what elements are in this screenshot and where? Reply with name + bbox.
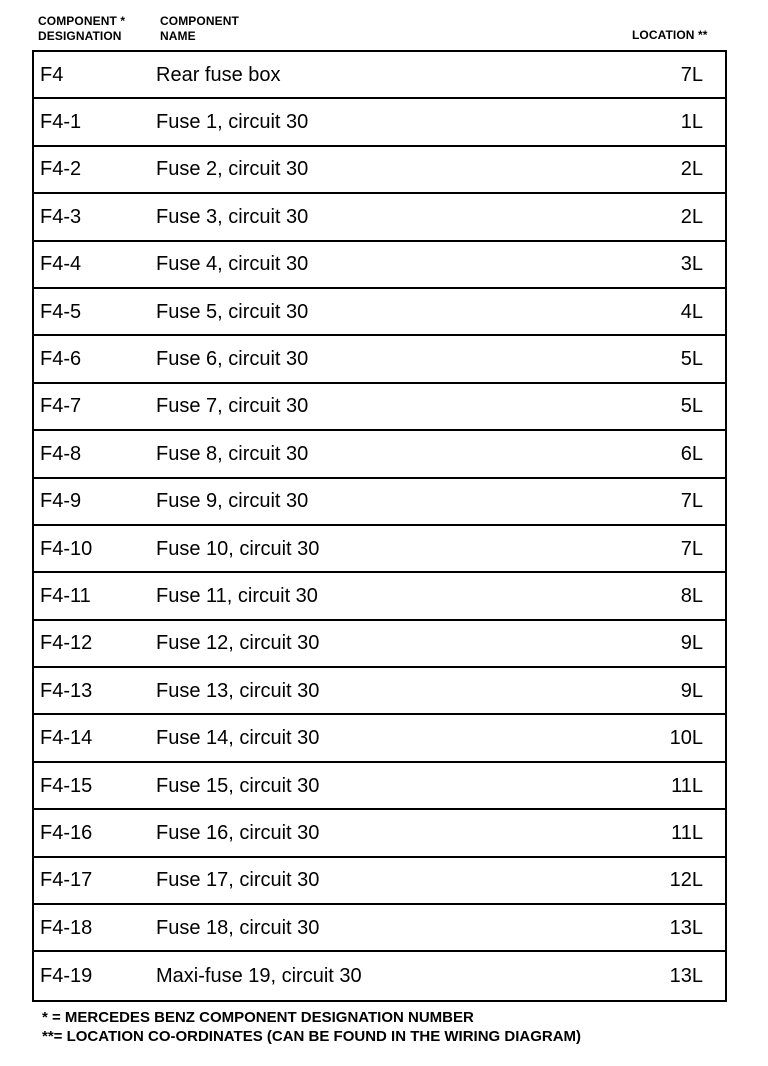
table-row [34,52,725,99]
component-location: 13L [669,965,703,988]
component-designation: F4-11 [40,584,91,607]
component-location: 6L [680,442,703,465]
component-designation: F4-16 [40,821,93,844]
footnote-location: **= LOCATION CO-ORDINATES (CAN BE FOUND IN THE WIRING DIAGRAM) [42,1028,582,1045]
component-location: 9L [680,679,703,702]
component-location: 4L [680,300,703,323]
component-name: Fuse 8, circuit 30 [156,442,309,465]
component-designation: F4-17 [40,869,93,892]
component-location: 9L [680,632,703,655]
column-header-designation [38,14,158,44]
table-row [34,242,725,289]
table-row [34,621,725,668]
table-row [34,952,725,999]
component-table [32,50,727,1002]
component-designation: F4-4 [40,253,82,276]
column-header-name-line2: NAME [160,29,196,43]
component-location: 2L [680,158,703,181]
component-name: Rear fuse box [156,63,281,86]
component-designation: F4-14 [40,727,93,750]
table-row [34,905,725,952]
table-row [34,573,725,620]
component-designation: F4 [40,63,64,86]
component-name: Fuse 16, circuit 30 [156,821,320,844]
component-designation: F4-1 [40,111,82,134]
component-name: Fuse 13, circuit 30 [156,679,320,702]
component-name: Fuse 10, circuit 30 [156,537,320,560]
column-header-designation-line2: DESIGNATION [38,29,122,43]
component-designation: F4-5 [40,300,82,323]
component-designation: F4-2 [40,158,82,181]
component-location: 2L [680,205,703,228]
column-header-location [632,28,742,43]
component-name: Fuse 4, circuit 30 [156,253,309,276]
component-name: Fuse 14, circuit 30 [156,727,320,750]
table-row [34,810,725,857]
component-designation: F4-8 [40,442,82,465]
component-location: 8L [680,584,703,607]
table-row [34,431,725,478]
component-designation: F4-10 [40,537,93,560]
component-location: 7L [680,490,703,513]
table-row [34,668,725,715]
component-name: Fuse 7, circuit 30 [156,395,309,418]
column-header-designation-line1: COMPONENT * [38,14,126,28]
component-name: Fuse 15, circuit 30 [156,774,320,797]
component-location: 13L [669,916,703,939]
component-location: 12L [669,869,703,892]
component-name: Fuse 2, circuit 30 [156,158,309,181]
component-location: 7L [680,63,703,86]
component-name: Fuse 17, circuit 30 [156,869,320,892]
component-location: 10L [669,727,703,750]
table-row [34,526,725,573]
table-row [34,763,725,810]
table-row [34,384,725,431]
component-location: 11L [671,821,703,844]
footnote-designation: * = MERCEDES BENZ COMPONENT DESIGNATION NUMBER [42,1009,474,1026]
table-row [34,147,725,194]
component-name: Fuse 6, circuit 30 [156,348,309,371]
component-name: Fuse 11, circuit 30 [156,584,318,607]
component-name: Fuse 12, circuit 30 [156,632,320,655]
component-location: 5L [680,395,703,418]
table-row [34,99,725,146]
column-header-name-line1: COMPONENT [160,14,239,28]
component-name: Fuse 1, circuit 30 [156,111,309,134]
component-designation: F4-12 [40,632,93,655]
component-location: 7L [680,537,703,560]
column-header-location-label: LOCATION ** [632,28,708,42]
component-designation: F4-9 [40,490,82,513]
component-location: 5L [680,348,703,371]
component-designation: F4-7 [40,395,82,418]
component-location: 11L [671,774,703,797]
component-designation: F4-6 [40,348,82,371]
component-name: Fuse 9, circuit 30 [156,490,309,513]
footnotes [42,1008,581,1046]
column-header-name [160,14,300,44]
component-designation: F4-15 [40,774,93,797]
table-row [34,715,725,762]
table-row [34,289,725,336]
table-row [34,194,725,241]
component-location: 1L [680,111,703,134]
component-designation: F4-3 [40,205,82,228]
table-row [34,336,725,383]
component-name: Fuse 3, circuit 30 [156,205,309,228]
table-row [34,858,725,905]
component-location: 3L [680,253,703,276]
component-designation: F4-19 [40,965,93,988]
table-row [34,479,725,526]
component-name: Maxi-fuse 19, circuit 30 [156,965,362,988]
component-designation: F4-13 [40,679,93,702]
component-designation: F4-18 [40,916,93,939]
component-name: Fuse 18, circuit 30 [156,916,320,939]
component-name: Fuse 5, circuit 30 [156,300,309,323]
